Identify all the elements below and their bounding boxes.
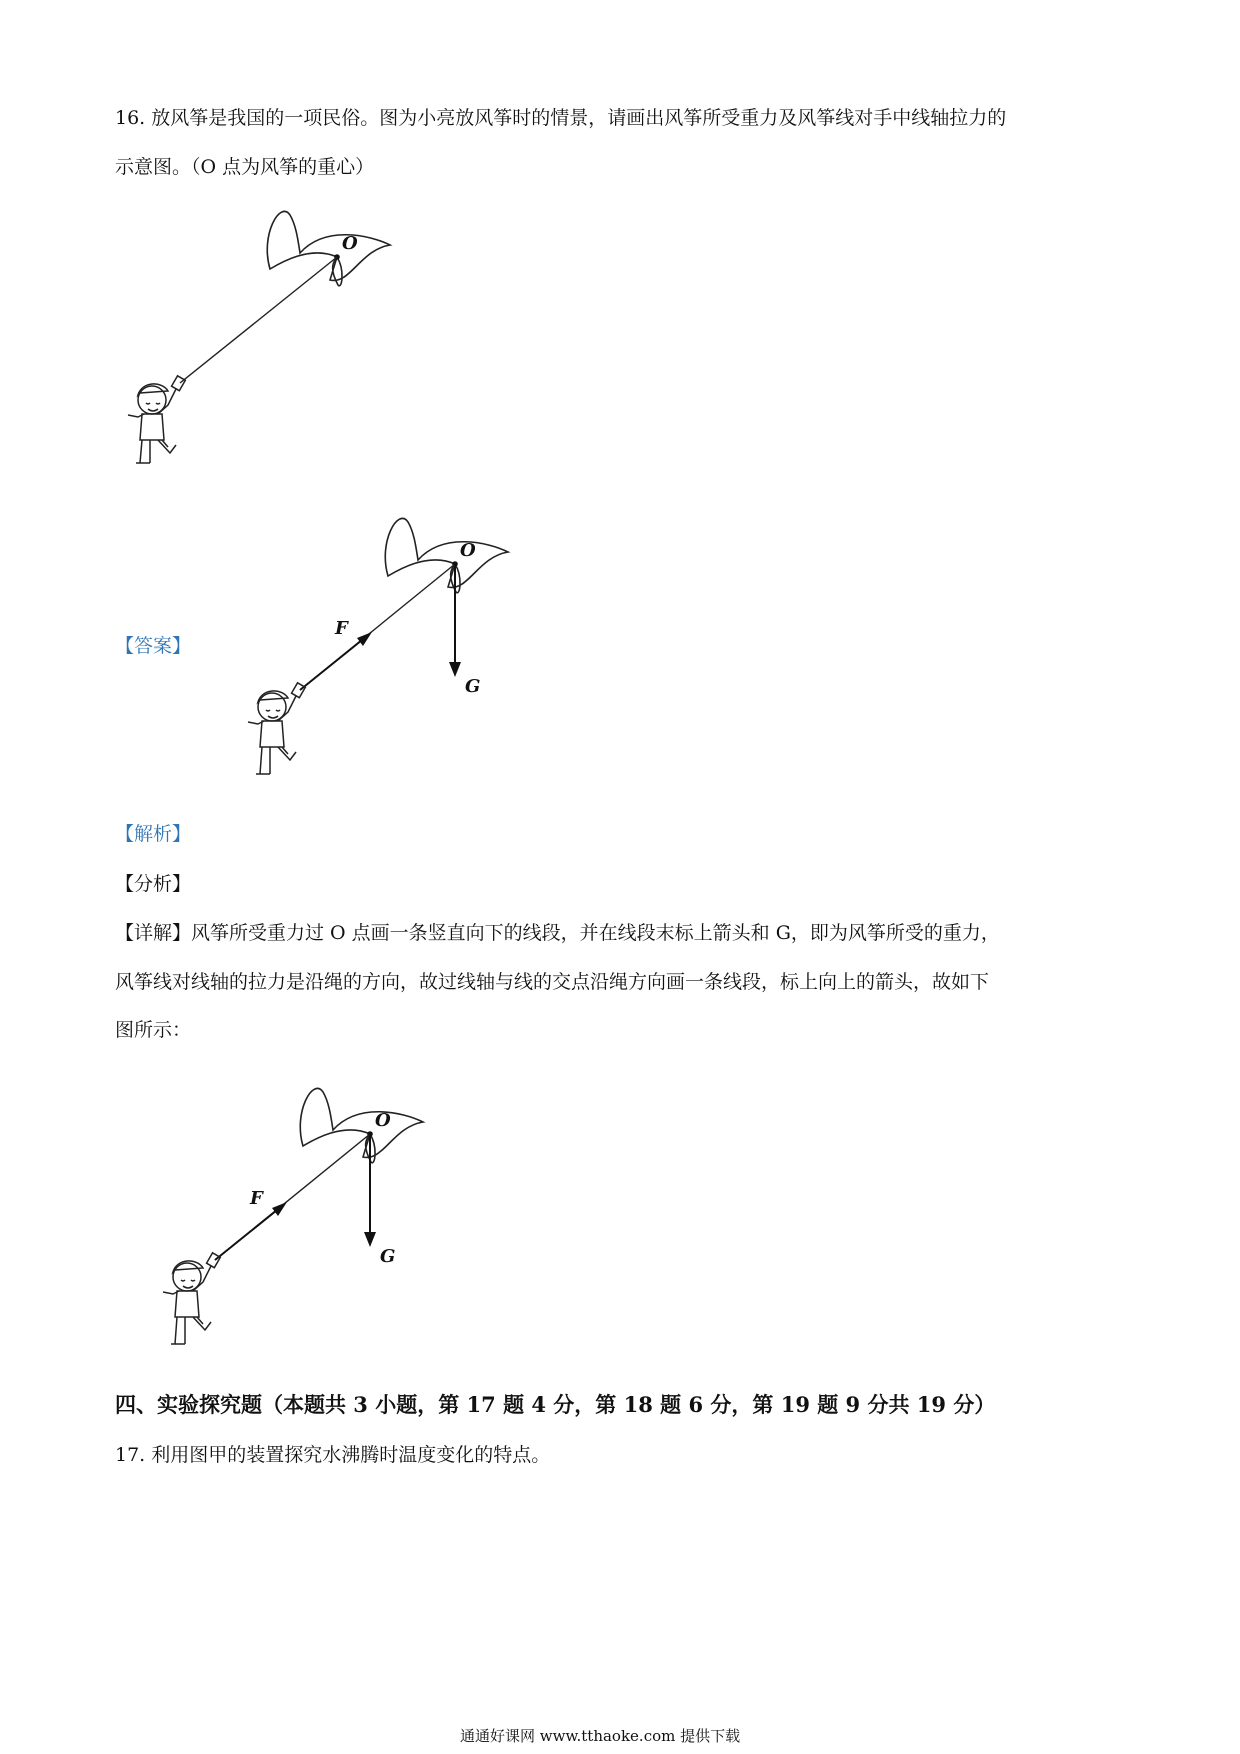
detail-line-1: 【详解】风筝所受重力过 O 点画一条竖直向下的线段，并在线段末标上箭头和 G，即为风筝所受的重力， <box>115 922 1000 944</box>
gravity-g-arrowhead <box>364 1232 376 1247</box>
question-16-line-2: 示意图。（O 点为风筝的重心） <box>115 156 375 178</box>
force-f-segment <box>300 636 367 690</box>
answer-kite-figure <box>235 512 535 787</box>
boy-figure <box>163 1253 220 1344</box>
question-17: 17. 利用图甲的装置探究水沸腾时温度变化的特点。 <box>115 1444 551 1466</box>
force-f-label: F <box>335 618 348 639</box>
kite-wings <box>385 518 508 592</box>
boy-figure <box>128 376 185 463</box>
analysis-label: 【解析】 <box>115 823 192 845</box>
point-o-label: O <box>342 233 358 254</box>
gravity-g-label: G <box>380 1246 396 1267</box>
detail-line-2: 风筝线对线轴的拉力是沿绳的方向，故过线轴与线的交点沿绳方向画一条线段，标上向上的箭头，故如下 <box>115 971 990 993</box>
force-f-label: F <box>250 1188 263 1209</box>
answer-label: 【答案】 <box>115 635 192 657</box>
section-4-heading: 四、实验探究题（本题共 3 小题，第 17 题 4 分，第 18 题 6 分，第 19 题 9 分共 19 分） <box>115 1392 996 1417</box>
question-kite-figure <box>110 205 410 475</box>
gravity-g-label: G <box>465 676 481 697</box>
detail-line-3: 图所示： <box>115 1019 192 1041</box>
force-f-arrowhead <box>357 632 372 646</box>
page-footer: 通通好课网 www.tthaoke.com 提供下载 <box>460 1727 741 1745</box>
force-f-segment <box>215 1206 282 1260</box>
point-o-label: O <box>460 540 476 561</box>
detail-kite-figure <box>150 1082 450 1357</box>
point-o-label: O <box>375 1110 391 1131</box>
kite-string <box>180 257 337 383</box>
gravity-g-arrowhead <box>449 662 461 677</box>
question-16-line-1: 16. 放风筝是我国的一项民俗。图为小亮放风筝时的情景，请画出风筝所受重力及风筝线对手中线轴拉力的 <box>115 107 1007 129</box>
fenxi-label: 【分析】 <box>115 873 192 895</box>
kite-wings <box>267 211 390 285</box>
boy-figure <box>248 683 305 774</box>
force-f-arrowhead <box>272 1202 287 1216</box>
kite-wings <box>300 1088 423 1162</box>
